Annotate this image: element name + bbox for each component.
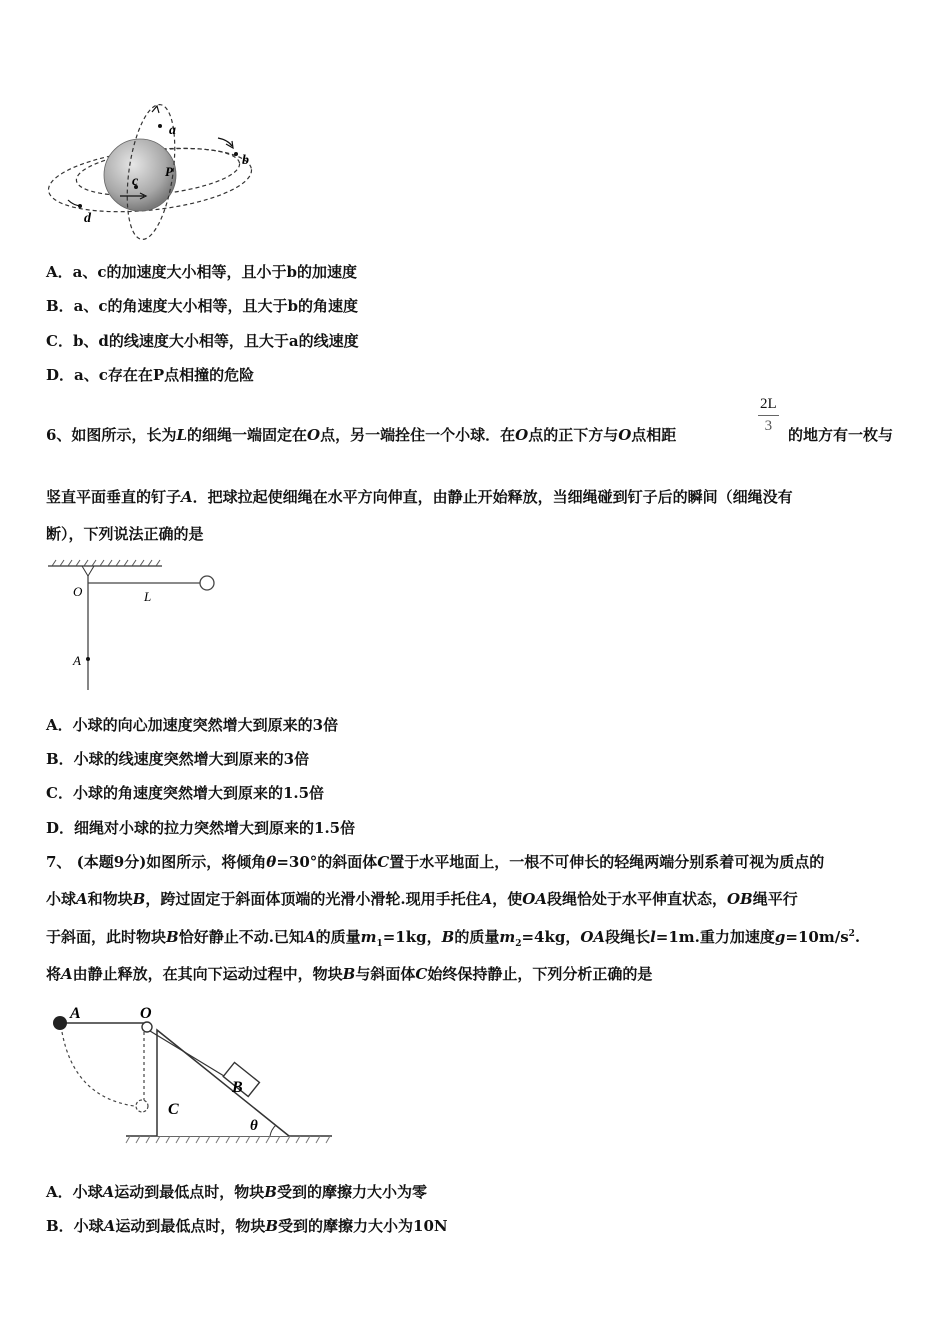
q6-option-a: A．小球的向心加速度突然增大到原来的3倍 [46, 716, 339, 734]
q5-option-b: B．a、c的角速度大小相等，且大于b的角速度 [46, 297, 359, 315]
label-d: d [84, 211, 91, 226]
label-P: P [165, 164, 173, 179]
q6-stem-line1-end: 的地方有一枚与 [788, 426, 894, 444]
q6-option-d: D．细绳对小球的拉力突然增大到原来的1.5倍 [46, 819, 356, 837]
label-B: B [232, 1079, 243, 1096]
q7-stem-line4: 将A由静止释放，在其向下运动过程中，物块B与斜面体C始终保持静止，下列分析正确的是 [46, 965, 653, 983]
label-c: c [132, 174, 139, 189]
q5-option-a: A．a、c的加速度大小相等，且小于b的加速度 [46, 263, 357, 281]
ball-A [53, 1016, 67, 1030]
label-A: A [73, 653, 81, 668]
incline-wedge [157, 1030, 289, 1136]
q6-stem-line2: 竖直平面垂直的钉子A．把球拉起使细绳在水平方向伸直，由静止开始释放，当细绳碰到钉子后的瞬间（细绳没有 [46, 488, 793, 506]
label-O: O [73, 584, 83, 599]
pulley [142, 1022, 152, 1032]
q7-option-a: A．小球A运动到最低点时，物块B受到的摩擦力大小为零 [46, 1183, 427, 1201]
label-b: b [242, 153, 249, 168]
q7-option-b: B．小球A运动到最低点时，物块B受到的摩擦力大小为10N [46, 1217, 448, 1235]
label-A: A [70, 1005, 81, 1022]
incline-pulley-figure [44, 1002, 344, 1152]
q7-stem-line2: 小球A和物块B，跨过固定于斜面体顶端的光滑小滑轮.现用手托住A，使OA段绳恰处于水平伸直状态，OB绳平行 [46, 890, 798, 908]
q6-option-b: B．小球的线速度突然增大到原来的3倍 [46, 750, 310, 768]
label-O: O [140, 1005, 152, 1022]
label-a: a [169, 123, 176, 138]
pendulum-nail-figure [42, 558, 222, 698]
q5-option-d: D．a、c存在在P点相撞的危险 [46, 366, 255, 384]
label-L: L [144, 589, 152, 604]
q7-stem-line3: 于斜面，此时物块B恰好静止不动.已知A的质量$m_1=1kg$，B的质量$m_2=4kg$，OA段绳长l=1m.重力加速度$g=10m/s^2$. [46, 928, 861, 949]
q6-option-c: C．小球的角速度突然增大到原来的1.5倍 [46, 784, 325, 802]
q7-stem-line1: 7、 (本题9分)如图所示，将倾角θ=30°的斜面体C置于水平地面上，一根不可伸长的轻绳两端分别系着可视为质点的 [46, 853, 825, 871]
q6-stem-line3: 断），下列说法正确的是 [46, 525, 204, 543]
q6-stem-line1: 6、如图所示，长为L的细绳一端固定在O点，另一端拴住一个小球．在O点的正下方与O点相距 [46, 426, 677, 444]
q5-option-c: C．b、d的线速度大小相等，且大于a的线速度 [46, 332, 359, 350]
q6-fraction: 2L 3 [760, 396, 777, 434]
satellite-orbit-figure [40, 100, 260, 250]
label-theta: θ [250, 1118, 258, 1134]
label-C: C [168, 1101, 179, 1118]
